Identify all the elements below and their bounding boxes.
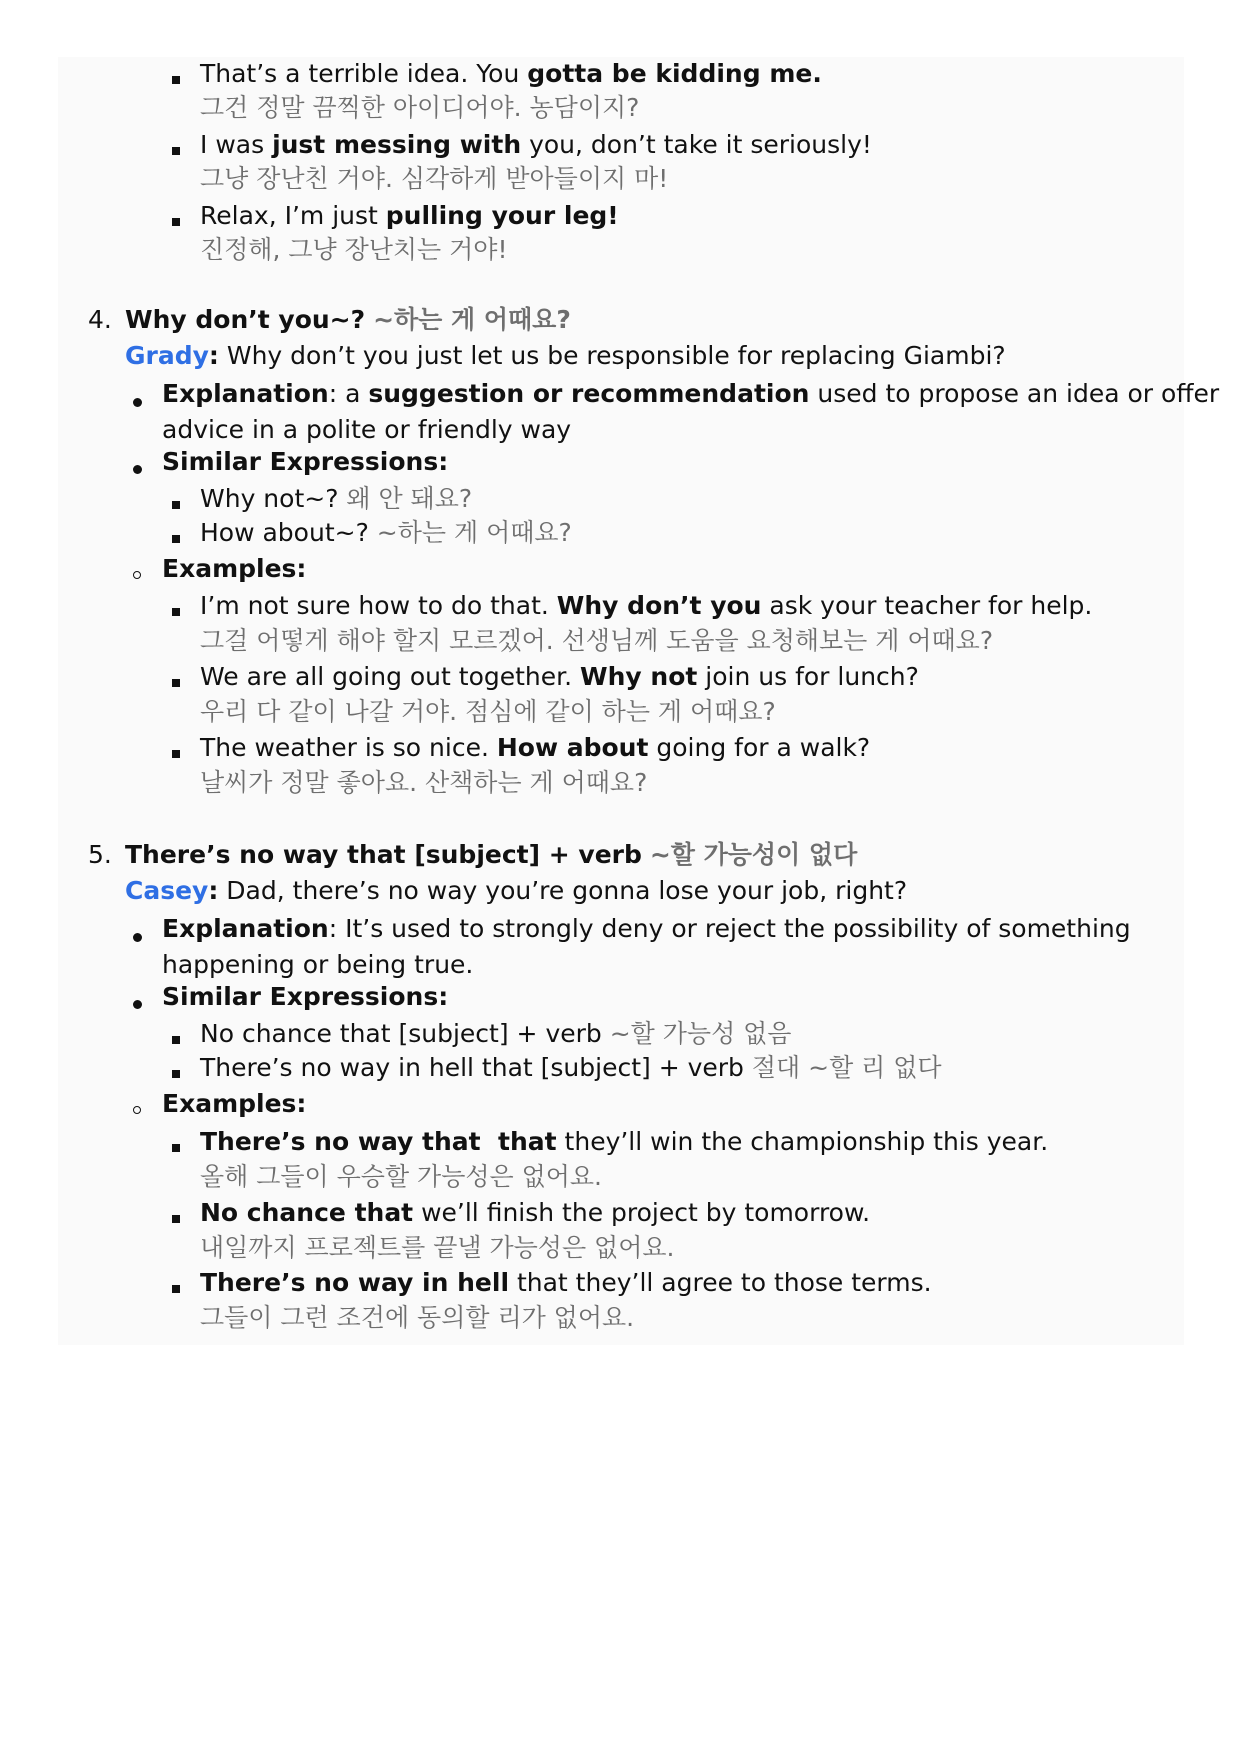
round-bullet: [133, 933, 142, 942]
example-translation: 그들이 그런 조건에 동의할 리가 없어요.: [200, 1303, 635, 1332]
example-sentence: The weather is so nice. How about going for a walk?: [200, 733, 871, 762]
example-sentence: That’s a terrible idea. You gotta be kidding me.: [200, 59, 822, 88]
similar-expression: How about~? ~하는 게 어때요?: [200, 518, 572, 547]
similar-expression: No chance that [subject] + verb ~할 가능성 없음: [200, 1019, 792, 1048]
example-translation: 그냥 장난친 거야. 심각하게 받아들이지 마!: [200, 164, 669, 193]
example-sentence: I’m not sure how to do that. Why don’t you ask your teacher for help.: [200, 591, 1093, 620]
explanation: Explanation: a suggestion or recommendation used to propose an idea or offer: [162, 379, 1220, 408]
example-sentence: I was just messing with you, don’t take it seriously!: [200, 130, 872, 159]
example-translation: 진정해, 그냥 장난치는 거야!: [200, 235, 508, 264]
speaker-name: Grady: [125, 341, 209, 370]
square-bullet: [172, 147, 180, 155]
similar-expressions-label: Similar Expressions:: [162, 982, 449, 1011]
section-heading: Why don’t you~? ~하는 게 어때요?: [125, 305, 571, 334]
square-bullet: [172, 750, 180, 758]
example-translation: 날씨가 정말 좋아요. 산책하는 게 어때요?: [200, 768, 648, 797]
similar-expression: There’s no way in hell that [subject] + verb 절대 ~할 리 없다: [200, 1053, 942, 1082]
example-sentence: Relax, I’m just pulling your leg!: [200, 201, 619, 230]
round-bullet: [133, 465, 142, 474]
explanation: Explanation: It’s used to strongly deny or reject the possibility of something: [162, 914, 1131, 943]
example-translation: 그건 정말 끔찍한 아이디어야. 농담이지?: [200, 93, 640, 122]
explanation-continued: advice in a polite or friendly way: [162, 415, 572, 444]
square-bullet: [172, 76, 180, 84]
square-bullet: [172, 679, 180, 687]
example-sentence: There’s no way in hell that they’ll agree to those terms.: [200, 1268, 932, 1297]
round-bullet: [133, 1000, 142, 1009]
example-translation: 그걸 어떻게 해야 할지 모르겠어. 선생님께 도움을 요청해보는 게 어때요?: [200, 626, 994, 655]
example-sentence: We are all going out together. Why not join us for lunch?: [200, 662, 919, 691]
square-bullet: [172, 1036, 180, 1044]
square-bullet: [172, 1215, 180, 1223]
square-bullet: [172, 1070, 180, 1078]
examples-label: Examples:: [162, 554, 307, 583]
examples-label: Examples:: [162, 1089, 307, 1118]
example-translation: 내일까지 프로젝트를 끝낼 가능성은 없어요.: [200, 1233, 675, 1262]
speaker-name: Casey: [125, 876, 209, 905]
section-heading: There’s no way that [subject] + verb ~할 가능성이 없다: [125, 840, 858, 869]
round-bullet: [133, 398, 142, 407]
square-bullet: [172, 1285, 180, 1293]
similar-expression: Why not~? 왜 안 돼요?: [200, 484, 473, 513]
dialogue-line: Grady: Why don’t you just let us be responsible for replacing Giambi?: [125, 341, 1006, 370]
square-bullet: [172, 608, 180, 616]
section-number: 4.: [88, 305, 112, 334]
hollow-bullet: [133, 571, 141, 579]
square-bullet: [172, 218, 180, 226]
example-translation: 우리 다 같이 나갈 거야. 점심에 같이 하는 게 어때요?: [200, 697, 776, 726]
example-translation: 올해 그들이 우승할 가능성은 없어요.: [200, 1162, 602, 1191]
dialogue-line: Casey: Dad, there’s no way you’re gonna lose your job, right?: [125, 876, 908, 905]
square-bullet: [172, 1144, 180, 1152]
section-number: 5.: [88, 840, 112, 869]
example-sentence: No chance that we’ll finish the project by tomorrow.: [200, 1198, 871, 1227]
similar-expressions-label: Similar Expressions:: [162, 447, 449, 476]
hollow-bullet: [133, 1106, 141, 1114]
explanation-continued: happening or being true.: [162, 950, 474, 979]
square-bullet: [172, 501, 180, 509]
square-bullet: [172, 535, 180, 543]
example-sentence: There’s no way that that they’ll win the championship this year.: [200, 1127, 1049, 1156]
